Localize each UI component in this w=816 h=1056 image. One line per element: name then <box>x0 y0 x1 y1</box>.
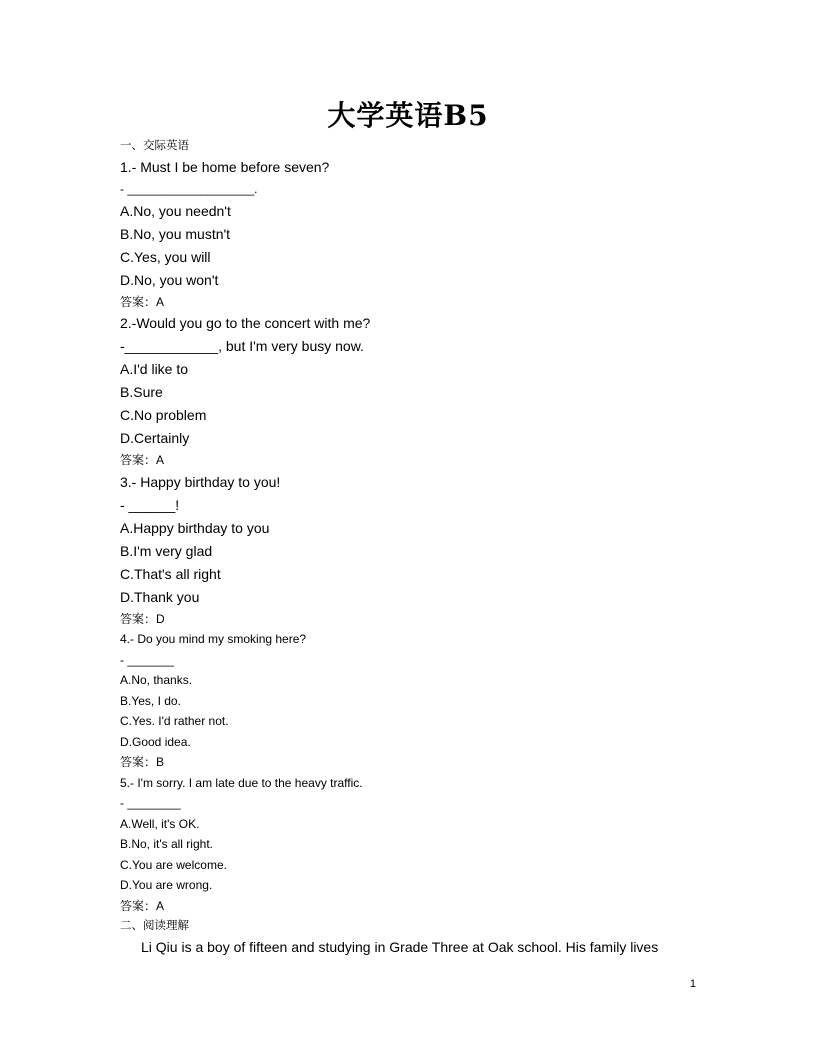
option-d: D.You are wrong. <box>120 878 213 892</box>
section-heading-communicative-english: 一、交际英语 <box>120 140 189 152</box>
question-stem: 3.- Happy birthday to you! <box>120 473 281 490</box>
question-blank: - ________ <box>120 796 181 810</box>
question-blank: -____________, but I'm very busy now. <box>120 338 364 354</box>
option-c: C.No problem <box>120 407 207 423</box>
option-d: D.No, you won't <box>120 271 219 288</box>
section-heading-reading-comprehension: 二、阅读理解 <box>120 920 189 932</box>
question-stem: 4.- Do you mind my smoking here? <box>120 632 307 646</box>
option-a: A.I'd like to <box>120 361 189 377</box>
question-block <box>120 629 696 773</box>
option-a: A.No, thanks. <box>120 673 193 687</box>
question-blank: - ______! <box>120 496 180 513</box>
option-c: C.That's all right <box>120 565 221 582</box>
option-b: B.No, you mustn't <box>120 225 231 242</box>
option-b: B.I'm very glad <box>120 542 213 559</box>
reading-paragraph: Li Qiu is a boy of fifteen and studying in Grade Three at Oak school. His family lives <box>141 939 659 955</box>
page-number: 1 <box>689 978 696 990</box>
option-a: A.No, you needn't <box>120 202 231 219</box>
option-d: D.Good idea. <box>120 734 191 749</box>
option-a: A.Well, it's OK. <box>120 816 200 831</box>
option-a: A.Happy birthday to you <box>120 519 270 536</box>
option-c: C.You are welcome. <box>120 857 227 872</box>
question-blank: - ___________________. <box>120 182 258 196</box>
option-b: B.No, it's all right. <box>120 837 213 851</box>
option-d: D.Thank you <box>120 588 200 605</box>
option-c: C.Yes, you will <box>120 248 211 265</box>
question-block <box>120 773 696 917</box>
question-block <box>120 312 696 471</box>
question-stem: 5.- I'm sorry. I am late due to the heavy traffic. <box>120 775 363 790</box>
answer-key: 答案：D <box>120 611 165 626</box>
answer-key: 答案：A <box>120 294 165 309</box>
answer-key: 答案：A <box>120 453 165 467</box>
question-blank: - _______ <box>120 652 175 667</box>
question-block <box>120 156 696 312</box>
option-d: D.Certainly <box>120 430 190 446</box>
option-b: B.Sure <box>120 384 163 400</box>
document-title: 大学英语B5 <box>327 99 489 132</box>
document-body <box>120 136 696 959</box>
option-c: C.Yes. I'd rather not. <box>120 714 229 728</box>
question-stem: 1.- Must I be home before seven? <box>120 159 330 175</box>
answer-key: 答案：A <box>120 898 165 913</box>
question-stem: 2.-Would you go to the concert with me? <box>120 315 371 331</box>
question-block <box>120 471 696 630</box>
option-b: B.Yes, I do. <box>120 693 181 708</box>
answer-key: 答案：B <box>120 755 165 769</box>
